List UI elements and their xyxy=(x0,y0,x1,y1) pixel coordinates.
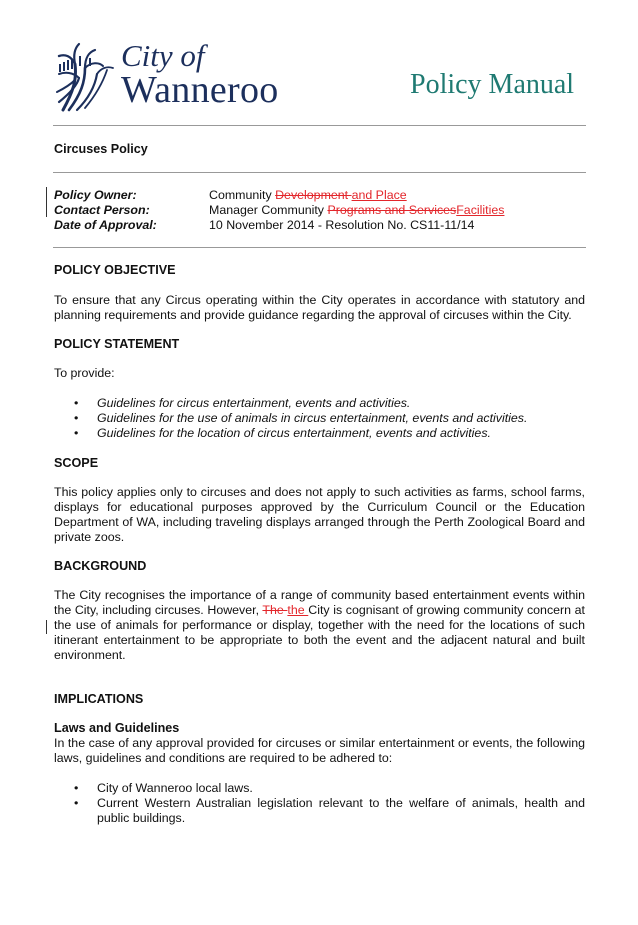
title-divider xyxy=(53,172,586,173)
tracked-insertion: and Place xyxy=(351,188,407,202)
bullet-icon: • xyxy=(74,396,79,410)
bullet-icon: • xyxy=(74,781,79,795)
meta-value xyxy=(209,203,594,218)
implications-list xyxy=(54,781,585,826)
header-divider xyxy=(53,125,586,126)
meta-divider xyxy=(53,247,586,248)
statement-list xyxy=(54,396,585,441)
meta-row-contact-person xyxy=(54,203,594,218)
implications-paragraph: In the case of any approval provided for circuses or similar entertainment or events, the following laws, guidelines and conditions are required to be adhered to: xyxy=(54,736,585,765)
revision-change-bar xyxy=(46,620,47,634)
policy-manual-title: Policy Manual xyxy=(410,69,575,100)
objective-paragraph: To ensure that any Circus operating within the City operates in accordance with statutory and planning requirements and provide guidance regarding the approval of circuses within the City. xyxy=(54,293,585,322)
tracked-deletion: The xyxy=(262,603,288,617)
section-heading-background: BACKGROUND xyxy=(54,559,147,573)
list-item: • Guidelines for circus entertainment, events and activities. xyxy=(74,396,411,410)
kangaroo-paw-icon xyxy=(55,42,117,112)
policy-metadata xyxy=(54,188,594,233)
text-normal: Manager Community xyxy=(209,203,328,217)
list-item: • Guidelines for the location of circus entertainment, events and activities. xyxy=(74,426,491,440)
bullet-icon: • xyxy=(74,796,79,810)
text-normal: Community xyxy=(209,188,276,202)
revision-change-bar xyxy=(46,187,47,217)
document-title: Circuses Policy xyxy=(54,142,148,156)
section-heading-scope: SCOPE xyxy=(54,456,99,470)
meta-value: 10 November 2014 - Resolution No. CS11-11/14 xyxy=(209,218,475,232)
section-heading-implications: IMPLICATIONS xyxy=(54,692,144,706)
meta-label: Date of Approval: xyxy=(54,218,157,232)
list-item: • Guidelines for the use of animals in circus entertainment, events and activities. xyxy=(74,411,528,425)
tracked-insertion: the xyxy=(287,603,309,617)
tracked-deletion: Development xyxy=(275,188,352,202)
meta-label: Policy Owner: xyxy=(54,188,137,202)
section-heading-objective: POLICY OBJECTIVE xyxy=(54,263,176,277)
subheading-laws-and-guidelines: Laws and Guidelines xyxy=(54,721,180,735)
bullet-icon: • xyxy=(74,411,79,425)
section-heading-statement: POLICY STATEMENT xyxy=(54,337,180,351)
meta-label: Contact Person: xyxy=(54,203,150,217)
meta-row-date-of-approval xyxy=(54,218,594,233)
meta-value xyxy=(209,188,594,203)
scope-paragraph: This policy applies only to circuses and does not apply to such activities as farms, school farms, displays for educational purposes approved by the Curriculum Council or the Education Department of WA, including traveling displays arranged through the Perth Zoological Board and private zoos. xyxy=(54,485,585,544)
city-of-wanneroo-logo xyxy=(55,40,295,112)
bullet-icon: • xyxy=(74,426,79,440)
background-paragraph: The City recognises the importance of a range of community based entertainment events within the City, including circuses. However, The the City is cognisant of growing community concern at the use of animals for performance or display, together with the need for the locations of such itinerant entertainment to be appropriate to both the event and the adjacent natural and built environment. xyxy=(54,588,585,662)
document-body xyxy=(54,263,585,826)
logo-text-city-of: City of xyxy=(121,38,205,73)
list-item: • City of Wanneroo local laws. xyxy=(74,781,253,795)
list-item: • Current Western Australian legislation relevant to the welfare of animals, health and public buildings. xyxy=(74,796,585,825)
tracked-insertion: Facilities xyxy=(456,203,505,217)
meta-row-policy-owner xyxy=(54,188,594,203)
logo-text-wanneroo: Wanneroo xyxy=(121,69,279,111)
tracked-deletion: Programs and Services xyxy=(327,203,457,217)
statement-intro: To provide: xyxy=(54,366,115,380)
